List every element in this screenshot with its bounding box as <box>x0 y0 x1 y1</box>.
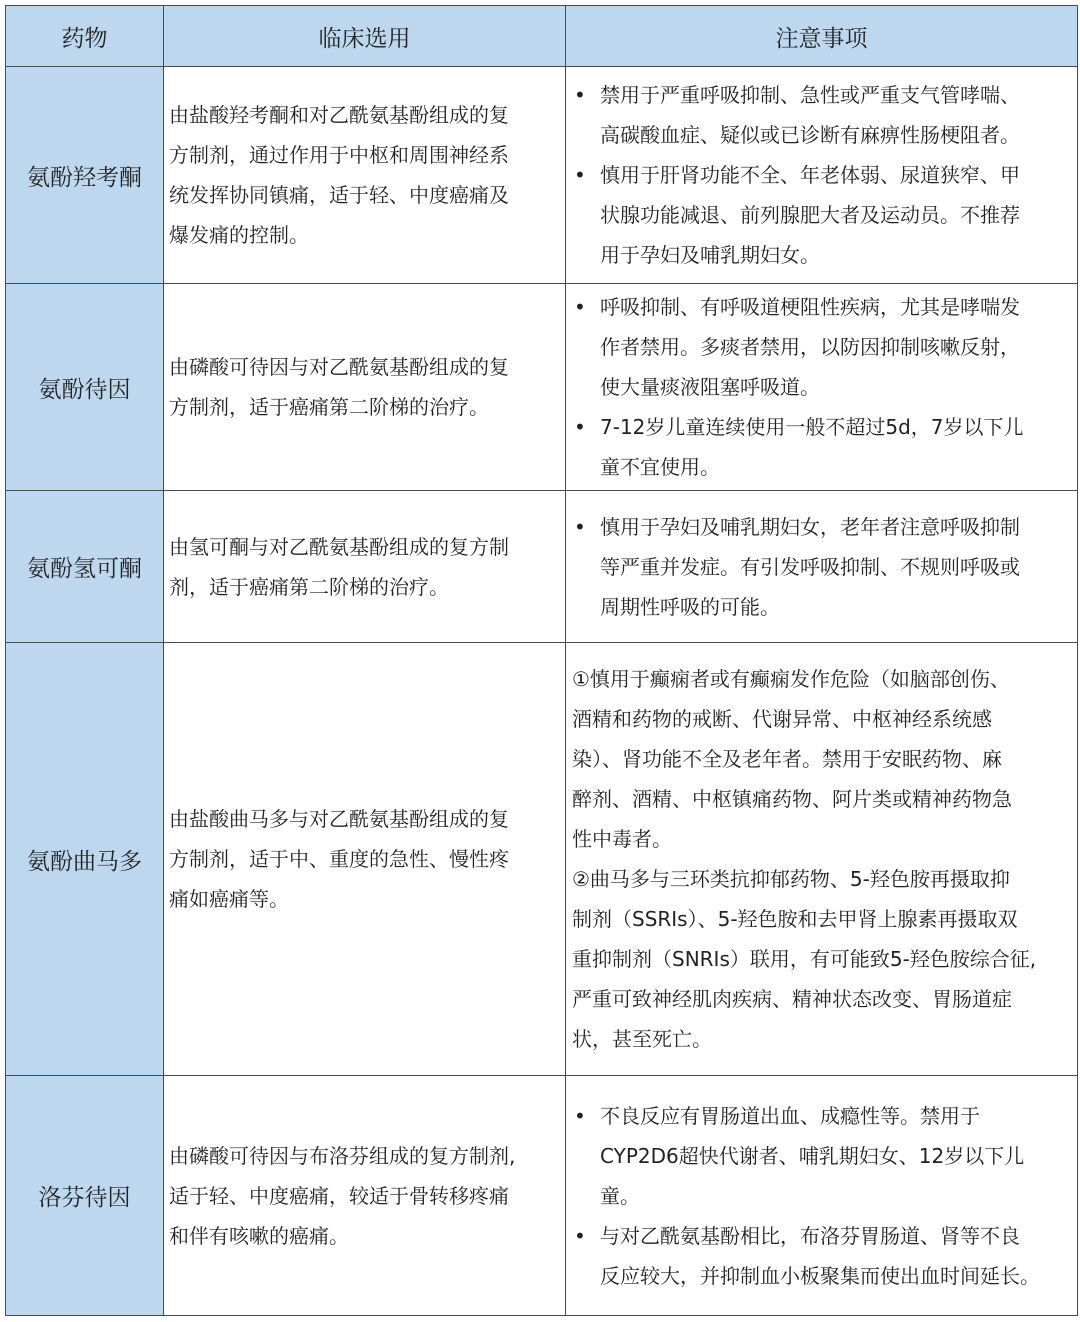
text-line: 制剂（SSRIs）、5-羟色胺和去甲肾上腺素再摄取双 <box>572 907 1018 931</box>
text-line: 慎用于孕妇及哺乳期妇女，老年者注意呼吸抑制 <box>600 514 1020 539</box>
precautions-cell <box>566 1076 1078 1316</box>
bullet-icon: • <box>574 295 586 319</box>
text-line: 周期性呼吸的可能。 <box>600 594 780 619</box>
text-line: ②曲马多与三环类抗抑郁药物、5-羟色胺再摄取抑 <box>572 867 1010 891</box>
header-drug: 药物 <box>6 6 164 67</box>
text-line: 不良反应有胃肠道出血、成瘾性等。禁用于 <box>600 1103 980 1128</box>
text-line: 由盐酸曲马多与对乙酰氨基酚组成的复 <box>169 807 509 831</box>
text-line: 慎用于肝肾功能不全、年老体弱、尿道狭窄、甲 <box>600 163 1020 187</box>
bullet-item <box>572 1216 1077 1296</box>
bullet-icon: • <box>574 1223 586 1248</box>
text-line: 醉剂、酒精、中枢镇痛药物、阿片类或精神药物急 <box>572 787 1012 811</box>
clinical-use-cell <box>164 643 566 1076</box>
text-line: 由磷酸可待因与布洛芬组成的复方制剂, <box>169 1143 516 1168</box>
text-line: 呼吸抑制、有呼吸道梗阻性疾病，尤其是哮喘发 <box>600 295 1020 319</box>
precautions-cell <box>566 284 1078 491</box>
clinical-use-cell <box>164 491 566 643</box>
text-line: 状腺功能减退、前列腺肥大者及运动员。不推荐 <box>600 203 1020 227</box>
bullet-icon: • <box>574 83 586 107</box>
bullet-icon: • <box>574 415 586 439</box>
header-precautions: 注意事项 <box>566 6 1078 67</box>
text-line: 酒精和药物的戒断、代谢异常、中枢神经系统感 <box>572 707 992 731</box>
text-line: 爆发痛的控制。 <box>169 223 309 247</box>
text-line: 染）、肾功能不全及老年者。禁用于安眠药物、麻 <box>572 747 1002 771</box>
text-line: ①慎用于癫痫者或有癫痫发作危险（如脑部创伤、 <box>572 667 1010 691</box>
precautions-cell <box>566 67 1078 284</box>
text-line: 用于孕妇及哺乳期妇女。 <box>600 243 820 267</box>
drug-name: 氨酚羟考酮 <box>6 67 164 284</box>
header-clinical-use: 临床选用 <box>164 6 566 67</box>
drug-name: 氨酚待因 <box>6 284 164 491</box>
text-line: 剂，适于癌痛第二阶梯的治疗。 <box>169 574 449 599</box>
table-row <box>6 1076 1078 1316</box>
precautions-cell <box>566 491 1078 643</box>
text-line: CYP2D6超快代谢者、哺乳期妇女、12岁以下儿 <box>600 1143 1025 1168</box>
text-line: 统发挥协同镇痛，适于轻、中度癌痛及 <box>169 183 509 207</box>
text-line: 与对乙酰氨基酚相比，布洛芬胃肠道、肾等不良 <box>600 1223 1020 1248</box>
text-line: 高碳酸血症、疑似或已诊断有麻痹性肠梗阻者。 <box>600 123 1020 147</box>
bullet-item <box>572 407 1077 487</box>
text-line: 使大量痰液阻塞呼吸道。 <box>600 375 820 399</box>
text-line: 7-12岁儿童连续使用一般不超过5d，7岁以下儿 <box>600 415 1024 439</box>
text-line: 童不宜使用。 <box>600 455 720 479</box>
text-line: 状，甚至死亡。 <box>572 1027 712 1051</box>
bullet-icon: • <box>574 514 586 539</box>
text-line: 方制剂，通过作用于中枢和周围神经系 <box>169 143 509 167</box>
table-row <box>6 284 1078 491</box>
bullet-item <box>572 1096 1077 1216</box>
bullet-icon: • <box>574 1103 586 1128</box>
text-line: 方制剂，适于中、重度的急性、慢性疼 <box>169 847 509 871</box>
text-line: 适于轻、中度癌痛，较适于骨转移疼痛 <box>169 1183 509 1208</box>
bullet-item <box>572 507 1077 627</box>
clinical-use-cell <box>164 1076 566 1316</box>
bullet-item <box>572 155 1077 275</box>
drug-name: 氨酚氢可酮 <box>6 491 164 643</box>
drug-table <box>5 5 1078 1316</box>
text-line: 由磷酸可待因与对乙酰氨基酚组成的复 <box>169 355 509 379</box>
table-row <box>6 491 1078 643</box>
text-line: 和伴有咳嗽的癌痛。 <box>169 1223 349 1248</box>
table-row <box>6 67 1078 284</box>
text-line: 等严重并发症。有引发呼吸抑制、不规则呼吸或 <box>600 554 1020 579</box>
table-row <box>6 643 1078 1076</box>
text-line: 痛如癌痛等。 <box>169 887 289 911</box>
drug-name: 洛芬待因 <box>6 1076 164 1316</box>
text-line: 禁用于严重呼吸抑制、急性或严重支气管哮喘、 <box>600 83 1020 107</box>
text-line: 童。 <box>600 1183 640 1208</box>
bullet-icon: • <box>574 163 586 187</box>
text-line: 重抑制剂（SNRIs）联用，有可能致5-羟色胺综合征, <box>572 947 1037 971</box>
bullet-item <box>572 75 1077 155</box>
text-line: 反应较大，并抑制血小板聚集而使出血时间延长。 <box>600 1263 1040 1288</box>
drug-name: 氨酚曲马多 <box>6 643 164 1076</box>
text-line: 性中毒者。 <box>572 827 672 851</box>
table-header-row <box>6 6 1078 67</box>
text-line: 由盐酸羟考酮和对乙酰氨基酚组成的复 <box>169 103 509 127</box>
text-line: 作者禁用。多痰者禁用，以防因抑制咳嗽反射， <box>600 335 1020 359</box>
text-line: 方制剂，适于癌痛第二阶梯的治疗。 <box>169 395 489 419</box>
bullet-item <box>572 287 1077 407</box>
clinical-use-cell <box>164 284 566 491</box>
text-line: 由氢可酮与对乙酰氨基酚组成的复方制 <box>169 534 509 559</box>
text-line: 严重可致神经肌肉疾病、精神状态改变、胃肠道症 <box>572 987 1012 1011</box>
clinical-use-cell <box>164 67 566 284</box>
precautions-cell <box>566 643 1078 1076</box>
